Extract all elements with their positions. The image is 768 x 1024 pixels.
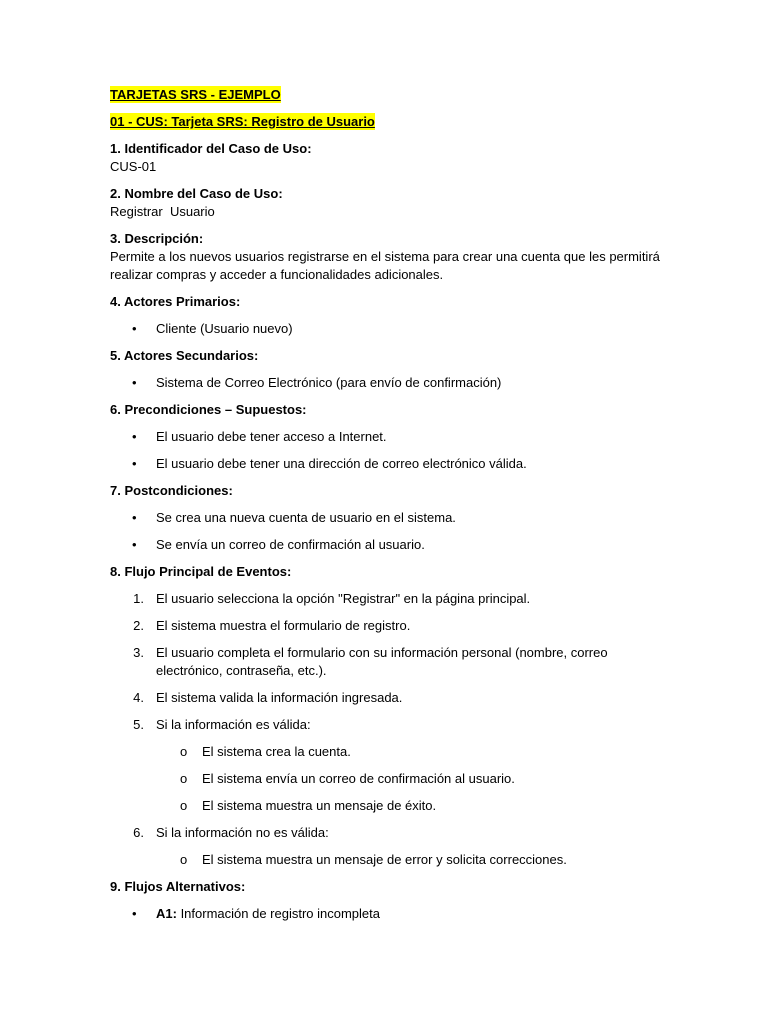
sub-item-text: El sistema envía un correo de confirmación al usuario. <box>202 771 515 786</box>
section-3 <box>110 230 670 284</box>
list-item-text: Cliente (Usuario nuevo) <box>156 321 293 336</box>
step-text: Si la información es válida: <box>156 717 311 732</box>
section-6 <box>110 401 670 419</box>
section-3-title: 3. Descripción: <box>110 231 204 246</box>
section-2-value: Registrar Usuario <box>110 204 215 219</box>
step-item <box>110 617 670 635</box>
step-text: El usuario selecciona la opción "Registrar" en la página principal. <box>156 591 531 606</box>
list-item <box>110 509 670 527</box>
section-4 <box>110 293 670 311</box>
section-8-title: 8. Flujo Principal de Eventos: <box>110 564 292 579</box>
circle-bullet-icon: o <box>180 744 188 759</box>
list-item-text: Se envía un correo de confirmación al usuario. <box>156 537 425 552</box>
doc-subheader: 01 - CUS: Tarjeta SRS: Registro de Usuario <box>110 114 375 129</box>
section-6-title: 6. Precondiciones – Supuestos: <box>110 402 307 417</box>
list-item <box>110 905 670 923</box>
bullet-icon: • <box>132 321 137 336</box>
section-7 <box>110 482 670 500</box>
step-number: 1. <box>133 591 144 606</box>
circle-bullet-icon: o <box>180 852 188 867</box>
step-text: El usuario completa el formulario con su información personal (nombre, correo electrónico, contraseña, etc.). <box>156 645 608 678</box>
section-2-title: 2. Nombre del Caso de Uso: <box>110 186 283 201</box>
bullet-icon: • <box>132 510 137 525</box>
section-5 <box>110 347 670 365</box>
bullet-icon: • <box>132 906 137 921</box>
step-item <box>110 824 670 842</box>
section-9 <box>110 878 670 896</box>
step-text: El sistema muestra el formulario de registro. <box>156 618 411 633</box>
sub-item <box>110 851 670 869</box>
sub-item-text: El sistema crea la cuenta. <box>202 744 351 759</box>
list-item-text: El usuario debe tener una dirección de correo electrónico válida. <box>156 456 527 471</box>
list-item-text: Se crea una nueva cuenta de usuario en el sistema. <box>156 510 456 525</box>
list-item-text: El usuario debe tener acceso a Internet. <box>156 429 387 444</box>
list-item <box>110 428 670 446</box>
circle-bullet-icon: o <box>180 771 188 786</box>
step-text: Si la información no es válida: <box>156 825 329 840</box>
sub-item <box>110 743 670 761</box>
section-9-title: 9. Flujos Alternativos: <box>110 879 246 894</box>
section-5-title: 5. Actores Secundarios: <box>110 348 259 363</box>
step-item <box>110 644 670 680</box>
step-item <box>110 590 670 608</box>
section-1 <box>110 140 670 176</box>
section-7-title: 7. Postcondiciones: <box>110 483 233 498</box>
step-text: El sistema valida la información ingresada. <box>156 690 403 705</box>
bullet-icon: • <box>132 456 137 471</box>
list-item-text: Sistema de Correo Electrónico (para envío de confirmación) <box>156 375 502 390</box>
list-item <box>110 374 670 392</box>
sub-item <box>110 770 670 788</box>
sub-item-text: El sistema muestra un mensaje de éxito. <box>202 798 437 813</box>
section-1-title: 1. Identificador del Caso de Uso: <box>110 141 312 156</box>
list-item <box>110 536 670 554</box>
alt-flow-text: Información de registro incompleta <box>176 906 380 921</box>
section-4-title: 4. Actores Primarios: <box>110 294 241 309</box>
document-content <box>110 86 670 932</box>
step-item <box>110 689 670 707</box>
step-number: 3. <box>133 645 144 660</box>
circle-bullet-icon: o <box>180 798 188 813</box>
sub-item <box>110 797 670 815</box>
section-3-value: Permite a los nuevos usuarios registrarse en el sistema para crear una cuenta que les permitirá realizar compras y acceder a funcionalidades adicionales. <box>110 249 660 282</box>
step-number: 5. <box>133 717 144 732</box>
doc-header: TARJETAS SRS - EJEMPLO <box>110 87 281 102</box>
bullet-icon: • <box>132 537 137 552</box>
alt-flow-label: A1: <box>156 906 177 921</box>
bullet-icon: • <box>132 429 137 444</box>
section-8 <box>110 563 670 581</box>
sub-item-text: El sistema muestra un mensaje de error y solicita correcciones. <box>202 852 567 867</box>
list-item <box>110 320 670 338</box>
bullet-icon: • <box>132 375 137 390</box>
step-number: 4. <box>133 690 144 705</box>
section-1-value: CUS-01 <box>110 159 157 174</box>
list-item <box>110 455 670 473</box>
step-number: 2. <box>133 618 144 633</box>
step-item <box>110 716 670 734</box>
step-number: 6. <box>133 825 144 840</box>
section-2 <box>110 185 670 221</box>
